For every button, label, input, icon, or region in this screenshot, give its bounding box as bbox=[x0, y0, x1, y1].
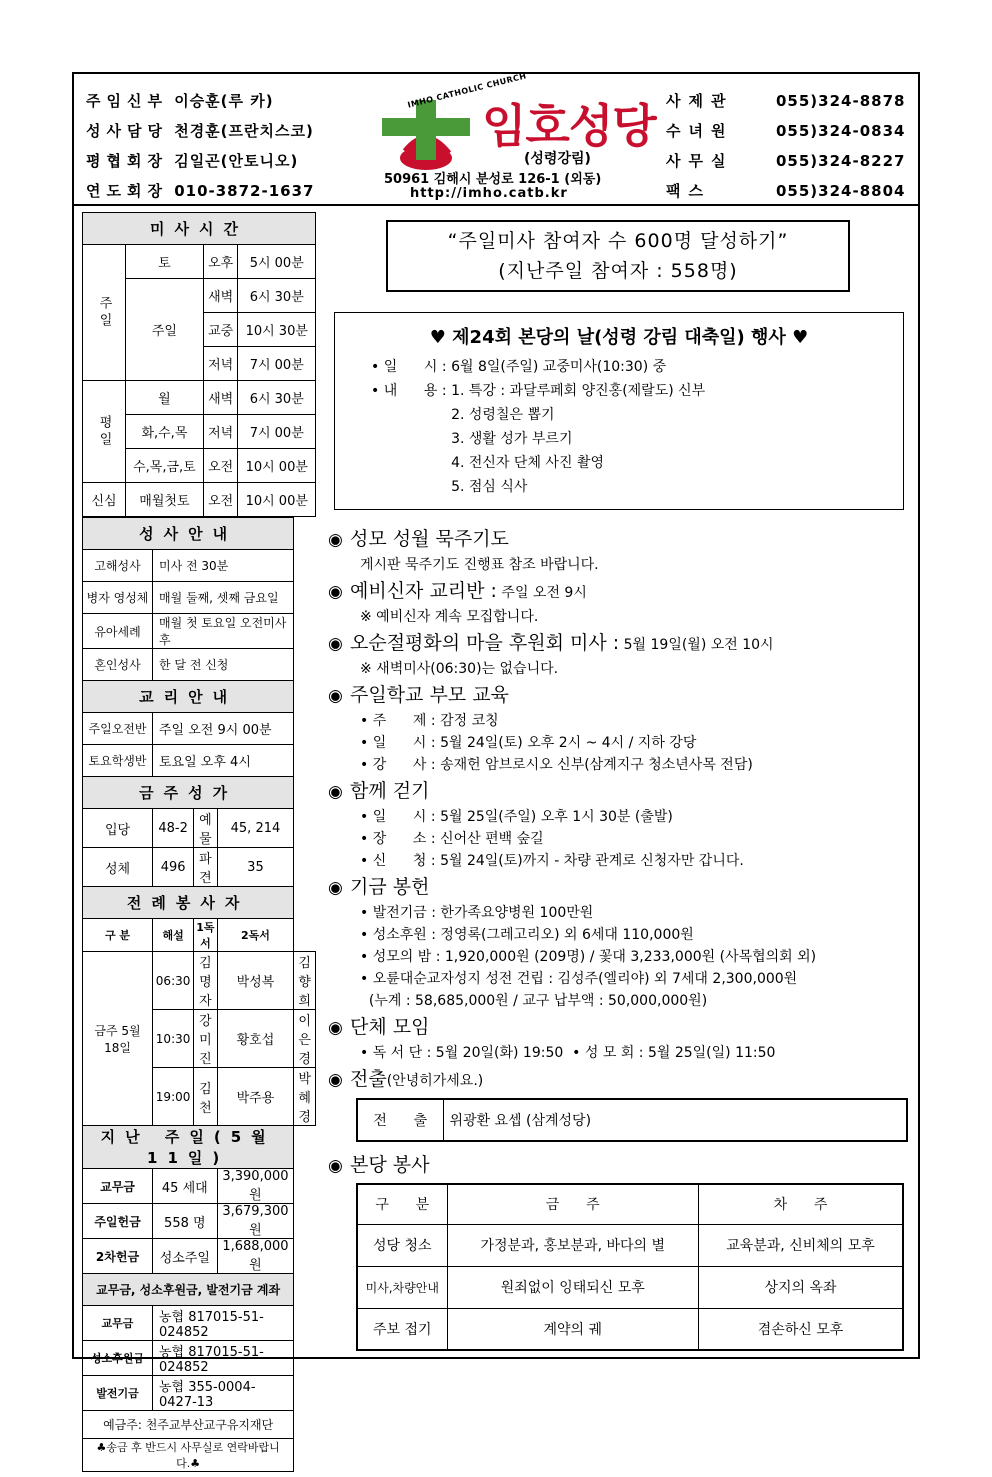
notice-title: 예비신자 교리반 : bbox=[350, 580, 497, 602]
notice-heading bbox=[328, 1152, 912, 1179]
notice-item bbox=[328, 874, 912, 1012]
notice-heading bbox=[328, 874, 912, 902]
service-head: 차 주 bbox=[699, 1184, 903, 1224]
name: 박혜경 bbox=[294, 1068, 316, 1126]
event-line: • 일 시 : 6월 8일(주일) 교중미사(10:30) 중 bbox=[371, 359, 667, 375]
attendance-goal bbox=[386, 220, 850, 292]
event-line: • 내 용 : 1. 특강 : 과달루페회 양진홍(제랄도) 신부 bbox=[371, 383, 706, 399]
mass-title: 미사시간 bbox=[83, 213, 316, 245]
notice-line: • 장 소 : 신어산 편백 숲길 bbox=[360, 831, 544, 847]
label: 유아세례 bbox=[83, 614, 153, 649]
notice-title: 기금 봉헌 bbox=[350, 876, 430, 898]
notice-title: 본당 봉사 bbox=[350, 1154, 430, 1176]
value: 매월 둘째, 셋째 금요일 bbox=[153, 582, 294, 614]
label: 토요학생반 bbox=[83, 745, 153, 777]
notice-heading bbox=[328, 526, 912, 554]
mass-part: 오전 bbox=[203, 483, 238, 517]
contact-row bbox=[666, 176, 905, 206]
label: 성소후원금 bbox=[83, 1341, 153, 1376]
role: 연도회장 bbox=[86, 182, 168, 200]
notice-heading bbox=[328, 778, 912, 806]
contact-row bbox=[666, 86, 905, 116]
notice-title: 전출 bbox=[350, 1068, 387, 1090]
service-cell: 계약의 궤 bbox=[447, 1308, 699, 1350]
name: 김향희 bbox=[294, 952, 316, 1010]
contact-number: 055)324-8804 bbox=[776, 182, 906, 200]
person: 천경훈(프란치스코) bbox=[174, 122, 314, 140]
service-cell: 성당 청소 bbox=[357, 1224, 447, 1266]
label: 교무금 bbox=[83, 1169, 153, 1204]
notice-line: • 독 서 단 : 5월 20일(화) 19:50 • 성 모 회 : 5월 25일(일) 11:50 bbox=[360, 1045, 776, 1061]
notice-item bbox=[328, 630, 912, 680]
name: 황호섭 bbox=[217, 1010, 294, 1068]
notice-item bbox=[328, 526, 912, 576]
contact-number: 055)324-8878 bbox=[776, 92, 906, 110]
notice-item bbox=[328, 778, 912, 872]
contact-label: 사제관 bbox=[666, 92, 734, 110]
value: 496 bbox=[153, 848, 194, 887]
servers-date: 금주 5월 18일 bbox=[83, 952, 153, 1126]
mass-table bbox=[82, 212, 316, 517]
notice-list bbox=[328, 524, 912, 1351]
clergy-row bbox=[86, 86, 314, 116]
church-address: 50961 김해시 분성로 126-1 (외동) bbox=[384, 172, 602, 187]
church-name: 임호성당 bbox=[482, 99, 656, 153]
mass-day: 토 bbox=[126, 245, 204, 279]
name: 박주용 bbox=[217, 1068, 294, 1126]
label: 파견 bbox=[194, 848, 217, 887]
name: 김명자 bbox=[194, 952, 217, 1010]
lastweek-title: 지난 주일(5월 11일) bbox=[83, 1126, 294, 1169]
person: 010-3872-1637 bbox=[174, 182, 315, 200]
label: 성체 bbox=[83, 848, 153, 887]
notice-item bbox=[328, 578, 912, 628]
contact-label: 사무실 bbox=[666, 152, 734, 170]
amount: 1,688,000원 bbox=[217, 1239, 294, 1274]
amount: 3,390,000원 bbox=[217, 1169, 294, 1204]
value: 매월 첫 토요일 오전미사 후 bbox=[153, 614, 294, 649]
notice-line: • 오륜대순교자성지 성전 건립 : 김성주(엘리야) 외 7세대 2,300,000원 bbox=[360, 971, 798, 987]
value: 35 bbox=[217, 848, 294, 887]
mass-part: 저녁 bbox=[203, 347, 238, 381]
label: 교무금 bbox=[83, 1306, 153, 1341]
contact-list bbox=[666, 86, 905, 206]
info-tables bbox=[82, 517, 316, 1472]
servers-title: 전례봉사자 bbox=[83, 887, 294, 919]
mass-part: 새벽 bbox=[203, 279, 238, 313]
mass-time: 6시 30분 bbox=[238, 381, 316, 415]
mass-time: 6시 30분 bbox=[238, 279, 316, 313]
notice-line: • 주 제 : 감정 코칭 bbox=[360, 713, 499, 729]
mass-time: 10시 00분 bbox=[238, 449, 316, 483]
notice-item bbox=[328, 682, 912, 776]
notice-line: 게시판 묵주기도 진행표 참조 바랍니다. bbox=[360, 557, 599, 573]
mass-day: 주일 bbox=[126, 279, 204, 381]
contact-label: 팩스 bbox=[666, 182, 711, 200]
accounts-title: 교무금, 성소후원금, 발전기금 계좌 bbox=[83, 1274, 294, 1306]
mass-part: 새벽 bbox=[203, 381, 238, 415]
sacrament-title: 성사안내 bbox=[83, 518, 294, 550]
notice-heading bbox=[328, 682, 912, 710]
name: 이은경 bbox=[294, 1010, 316, 1068]
label: 혼인성사 bbox=[83, 649, 153, 681]
role: 주임신부 bbox=[86, 92, 168, 110]
mass-day: 월 bbox=[126, 381, 204, 415]
notice-line: • 성소후원 : 정영록(그레고리오) 외 6세대 110,000원 bbox=[360, 927, 694, 943]
notice-line: • 발전기금 : 한가족요양병원 100만원 bbox=[360, 905, 594, 921]
value: 558 명 bbox=[153, 1204, 218, 1239]
bullet-icon: ◉ bbox=[328, 582, 343, 602]
notice-line: (누계 : 58,685,000원 / 교구 납부액 : 50,000,000원) bbox=[360, 993, 708, 1009]
mass-part: 교중 bbox=[203, 313, 238, 347]
value: 주일 오전 9시 00분 bbox=[153, 713, 294, 745]
time: 19:00 bbox=[153, 1068, 194, 1126]
mass-day: 화,수,목 bbox=[126, 415, 204, 449]
value: 48-2 bbox=[153, 809, 194, 848]
transfer-value: 위광환 요셉 (삼계성당) bbox=[443, 1099, 907, 1141]
bullet-icon: ◉ bbox=[328, 1156, 343, 1176]
service-cell: 원죄없이 잉태되신 모후 bbox=[447, 1266, 699, 1308]
service-cell: 상지의 옥좌 bbox=[699, 1266, 903, 1308]
notice-line: • 강 사 : 송재헌 암브로시오 신부(삼계지구 청소년사목 전담) bbox=[360, 757, 753, 773]
value: 45, 214 bbox=[217, 809, 294, 848]
bullet-icon: ◉ bbox=[328, 1070, 343, 1090]
clergy-list bbox=[86, 86, 314, 206]
servers-head: 해설 bbox=[153, 919, 194, 952]
notice-heading bbox=[328, 578, 912, 606]
label: 입당 bbox=[83, 809, 153, 848]
bullet-icon: ◉ bbox=[328, 530, 343, 550]
label: 예물 bbox=[194, 809, 217, 848]
transfer-item bbox=[328, 1066, 912, 1142]
church-url[interactable]: http://imho.catb.kr bbox=[410, 186, 568, 201]
notice-line: • 일 시 : 5월 25일(주일) 오후 1시 30분 (출발) bbox=[360, 809, 673, 825]
service-head: 금 주 bbox=[447, 1184, 699, 1224]
mass-time: 10시 00분 bbox=[238, 483, 316, 517]
name: 강미진 bbox=[194, 1010, 217, 1068]
notice-item bbox=[328, 1014, 912, 1064]
header bbox=[74, 71, 918, 206]
label: 병자 영성체 bbox=[83, 582, 153, 614]
notice-title: 함께 걷기 bbox=[350, 780, 430, 802]
bullet-icon: ◉ bbox=[328, 1018, 343, 1038]
church-logo bbox=[374, 71, 674, 204]
role: 성사담당 bbox=[86, 122, 168, 140]
clergy-row bbox=[86, 176, 314, 206]
time: 10:30 bbox=[153, 1010, 194, 1068]
parish-day-box bbox=[334, 312, 904, 510]
bullet-icon: ◉ bbox=[328, 634, 343, 654]
transfer-note: ♣송금 후 반드시 사무실로 연락바랍니다.♣ bbox=[83, 1439, 294, 1472]
notice-title: 오순절평화의 마을 후원회 미사 : bbox=[350, 632, 620, 654]
account: 농협 817015-51-024852 bbox=[153, 1341, 294, 1376]
notice-heading bbox=[328, 630, 912, 658]
contact-row bbox=[666, 146, 905, 176]
role: 평협회장 bbox=[86, 152, 168, 170]
mass-part: 저녁 bbox=[203, 415, 238, 449]
doctrine-title: 교리안내 bbox=[83, 681, 294, 713]
value: 성소주일 bbox=[153, 1239, 218, 1274]
service-cell: 가정분과, 홍보분과, 바다의 별 bbox=[447, 1224, 699, 1266]
notice-title: 단체 모임 bbox=[350, 1016, 430, 1038]
account-holder: 예금주: 천주교부산교구유지재단 bbox=[83, 1411, 294, 1439]
servers-head: 구 분 bbox=[83, 919, 153, 952]
service-head: 구 분 bbox=[357, 1184, 447, 1224]
service-item bbox=[328, 1152, 912, 1351]
left-column bbox=[82, 212, 316, 1472]
name: 김 천 bbox=[194, 1068, 217, 1126]
logo-english: IMHO CATHOLIC CHURCH bbox=[406, 71, 528, 110]
church-subtitle: (성령강림) bbox=[524, 151, 591, 167]
name: 박성복 bbox=[217, 952, 294, 1010]
time: 06:30 bbox=[153, 952, 194, 1010]
event-line: 4. 전신자 단체 사진 촬영 bbox=[371, 455, 604, 471]
notice-subtitle: (안녕히가세요.) bbox=[386, 1073, 484, 1089]
notice-heading bbox=[328, 1066, 912, 1094]
bullet-icon: ◉ bbox=[328, 878, 343, 898]
amount: 3,679,300원 bbox=[217, 1204, 294, 1239]
goal-line: “주일미사 참여자 수 600명 달성하기” bbox=[447, 230, 789, 252]
label: 주일오전반 bbox=[83, 713, 153, 745]
hymns-title: 금주성가 bbox=[83, 777, 294, 809]
service-cell: 주보 접기 bbox=[357, 1308, 447, 1350]
event-title: ♥ 제24회 본당의 날(성령 강림 대축일) 행사 ♥ bbox=[429, 327, 809, 348]
clergy-row bbox=[86, 116, 314, 146]
mass-day: 수,목,금,토 bbox=[126, 449, 204, 483]
transfer-label: 전 출 bbox=[357, 1099, 443, 1141]
first-saturday-label: 신심 bbox=[83, 483, 126, 517]
cross-logo-icon bbox=[376, 96, 476, 176]
label: 고해성사 bbox=[83, 550, 153, 582]
service-cell: 교육분과, 신비체의 모후 bbox=[699, 1224, 903, 1266]
clergy-row bbox=[86, 146, 314, 176]
value: 토요일 오후 4시 bbox=[153, 745, 294, 777]
contact-number: 055)324-0834 bbox=[776, 122, 906, 140]
person: 이승훈(루 카) bbox=[174, 92, 274, 110]
notice-subtitle: 5월 19일(월) 오전 10시 bbox=[619, 637, 774, 653]
mass-time: 10시 30분 bbox=[238, 313, 316, 347]
contact-number: 055)324-8227 bbox=[776, 152, 906, 170]
event-details bbox=[371, 355, 705, 499]
notice-heading bbox=[328, 1014, 912, 1042]
mass-day: 매월첫토 bbox=[126, 483, 204, 517]
contact-label: 수녀원 bbox=[666, 122, 734, 140]
value: 미사 전 30분 bbox=[153, 550, 294, 582]
servers-head: 2독서 bbox=[217, 919, 294, 952]
sunday-label: 주일 bbox=[83, 245, 126, 381]
notice-line: • 신 청 : 5월 24일(토)까지 - 차량 관계로 신청자만 갑니다. bbox=[360, 853, 744, 869]
servers-head: 1독서 bbox=[194, 919, 217, 952]
bulletin-frame bbox=[72, 71, 920, 1470]
mass-part: 오후 bbox=[203, 245, 238, 279]
event-line: 2. 성령칠은 뽑기 bbox=[371, 407, 555, 423]
account: 농협 355-0004-0427-13 bbox=[153, 1376, 294, 1411]
contact-row bbox=[666, 116, 905, 146]
event-line: 3. 생활 성가 부르기 bbox=[371, 431, 573, 447]
weekday-label: 평일 bbox=[83, 381, 126, 483]
bullet-icon: ◉ bbox=[328, 686, 343, 706]
label: 발전기금 bbox=[83, 1376, 153, 1411]
account: 농협 817015-51-024852 bbox=[153, 1306, 294, 1341]
service-cell: 겸손하신 모후 bbox=[699, 1308, 903, 1350]
notice-title: 주일학교 부모 교육 bbox=[350, 684, 509, 706]
label: 주일헌금 bbox=[83, 1204, 153, 1239]
value: 한 달 전 신청 bbox=[153, 649, 294, 681]
notice-line: ※ 새벽미사(06:30)는 없습니다. bbox=[360, 661, 559, 677]
event-line: 5. 점심 식사 bbox=[371, 479, 528, 495]
value: 45 세대 bbox=[153, 1169, 218, 1204]
notice-line: • 성모의 밤 : 1,920,000원 (209명) / 꽃대 3,233,000원 (사목협의회 외) bbox=[360, 949, 817, 965]
mass-time: 7시 00분 bbox=[238, 347, 316, 381]
goal-subline: (지난주일 참여자 : 558명) bbox=[498, 260, 738, 282]
notice-title: 성모 성월 묵주기도 bbox=[350, 528, 509, 550]
bullet-icon: ◉ bbox=[328, 782, 343, 802]
mass-part: 오전 bbox=[203, 449, 238, 483]
service-cell: 미사,차량안내 bbox=[357, 1266, 447, 1308]
notice-line: • 일 시 : 5월 24일(토) 오후 2시 ~ 4시 / 지하 강당 bbox=[360, 735, 697, 751]
mass-time: 7시 00분 bbox=[238, 415, 316, 449]
notice-line: ※ 예비신자 계속 모집합니다. bbox=[360, 609, 539, 625]
mass-time: 5시 00분 bbox=[238, 245, 316, 279]
label: 2차헌금 bbox=[83, 1239, 153, 1274]
person: 김일곤(안토니오) bbox=[174, 152, 299, 170]
notice-subtitle: 주일 오전 9시 bbox=[496, 585, 587, 601]
